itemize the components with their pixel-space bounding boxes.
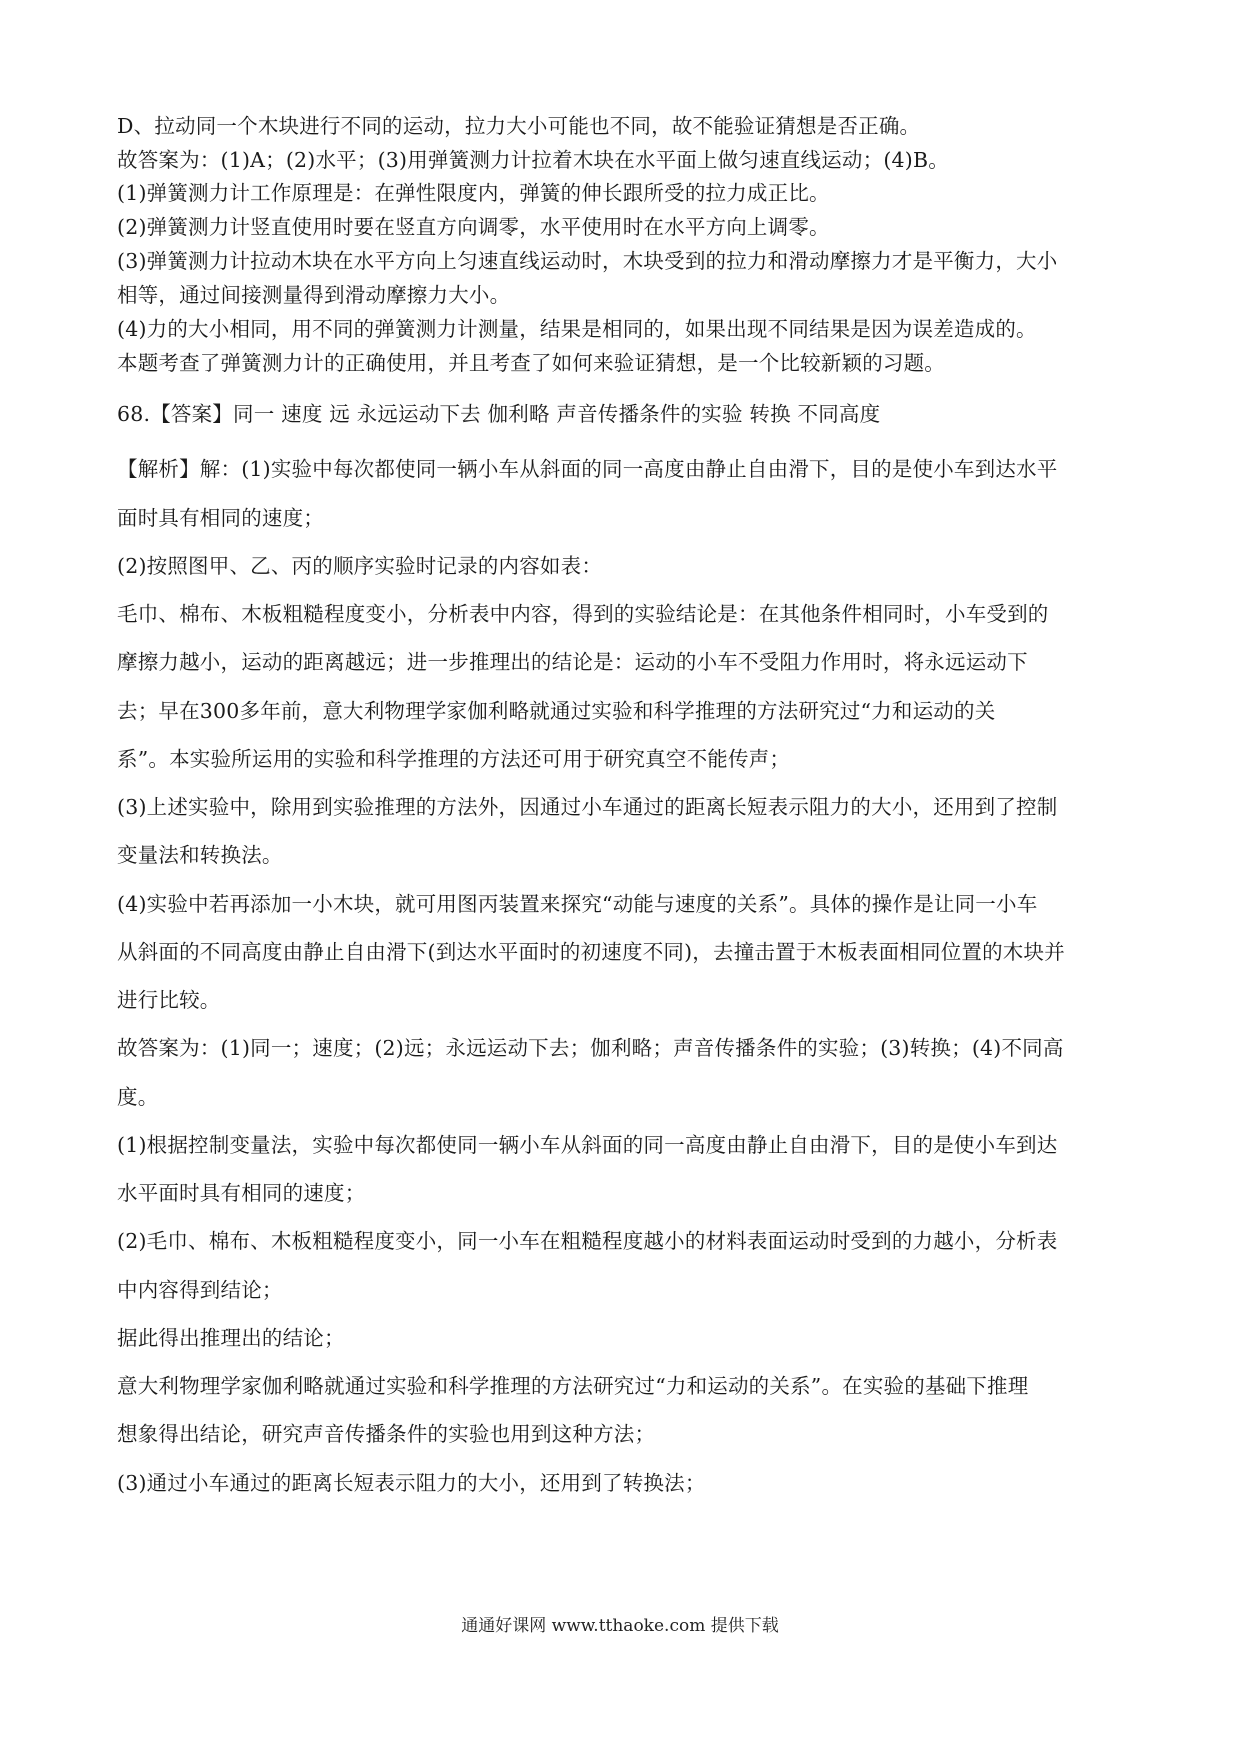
answer-line: 68.【答案】同一 速度 远 永远运动下去 伽利略 声音传播条件的实验 转换 不同高度: [117, 402, 881, 426]
text-line: 度。: [117, 1085, 159, 1109]
text-line: (3)通过小车通过的距离长短表示阻力的大小，还用到了转换法；: [117, 1471, 706, 1495]
text-line: 故答案为：(1)A；(2)水平；(3)用弹簧测力计拉着木块在水平面上做匀速直线运动；(4)B。: [117, 148, 949, 172]
text-line: 【解析】解：(1)实验中每次都使同一辆小车从斜面的同一高度由静止自由滑下，目的是使小车到达水平: [117, 457, 1058, 481]
text-line: 毛巾、棉布、木板粗糙程度变小，分析表中内容，得到的实验结论是：在其他条件相同时，小车受到的: [117, 602, 1049, 626]
text-line: (1)根据控制变量法，实验中每次都使同一辆小车从斜面的同一高度由静止自由滑下，目的是使小车到达: [117, 1133, 1058, 1157]
text-line: (2)毛巾、棉布、木板粗糙程度变小，同一小车在粗糙程度越小的材料表面运动时受到的力越小，分析表: [117, 1229, 1058, 1253]
text-line: 进行比较。: [117, 988, 221, 1012]
text-line: 本题考查了弹簧测力计的正确使用，并且考查了如何来验证猜想，是一个比较新颖的习题。: [117, 351, 945, 375]
text-line: 从斜面的不同高度由静止自由滑下(到达水平面时的初速度不同)，去撞击置于木板表面相同位置的木块并: [117, 940, 1065, 964]
text-line: (4)力的大小相同，用不同的弹簧测力计测量，结果是相同的，如果出现不同结果是因为误差造成的。: [117, 317, 1037, 341]
text-line: (3)上述实验中，除用到实验推理的方法外，因通过小车通过的距离长短表示阻力的大小，还用到了控制: [117, 795, 1058, 819]
text-line: 中内容得到结论；: [117, 1278, 283, 1302]
text-line: 系”。本实验所运用的实验和科学推理的方法还可用于研究真空不能传声；: [117, 747, 791, 771]
text-line: (3)弹簧测力计拉动木块在水平方向上匀速直线运动时，木块受到的拉力和滑动摩擦力才是平衡力，大小: [117, 249, 1058, 273]
text-line: (2)弹簧测力计竖直使用时要在竖直方向调零，水平使用时在水平方向上调零。: [117, 215, 830, 239]
text-line: 面时具有相同的速度；: [117, 506, 324, 530]
text-line: (1)弹簧测力计工作原理是：在弹性限度内，弹簧的伸长跟所受的拉力成正比。: [117, 181, 830, 205]
page-footer: 通通好课网 www.tthaoke.com 提供下载: [461, 1616, 779, 1636]
text-line: (4)实验中若再添加一小木块，就可用图丙装置来探究“动能与速度的关系”。具体的操作是让同一小车: [117, 892, 1038, 916]
text-line: (2)按照图甲、乙、丙的顺序实验时记录的内容如表：: [117, 554, 603, 578]
text-line: 意大利物理学家伽利略就通过实验和科学推理的方法研究过“力和运动的关系”。在实验的基础下推理: [117, 1374, 1029, 1398]
text-line: 相等，通过间接测量得到滑动摩擦力大小。: [117, 283, 511, 307]
text-line: 水平面时具有相同的速度；: [117, 1181, 366, 1205]
text-line: 变量法和转换法。: [117, 843, 283, 867]
text-line: 故答案为：(1)同一；速度；(2)远；永远运动下去；伽利略；声音传播条件的实验；(3)转换；(4)不同高: [117, 1036, 1064, 1060]
text-line: 摩擦力越小，运动的距离越远；进一步推理出的结论是：运动的小车不受阻力作用时，将永远运动下: [117, 650, 1028, 674]
text-line: D、拉动同一个木块进行不同的运动，拉力大小可能也不同，故不能验证猜想是否正确。: [117, 114, 921, 138]
text-line: 据此得出推理出的结论；: [117, 1326, 345, 1350]
text-line: 想象得出结论，研究声音传播条件的实验也用到这种方法；: [117, 1422, 656, 1446]
text-line: 去；早在300多年前，意大利物理学家伽利略就通过实验和科学推理的方法研究过“力和运动的关: [117, 699, 996, 723]
